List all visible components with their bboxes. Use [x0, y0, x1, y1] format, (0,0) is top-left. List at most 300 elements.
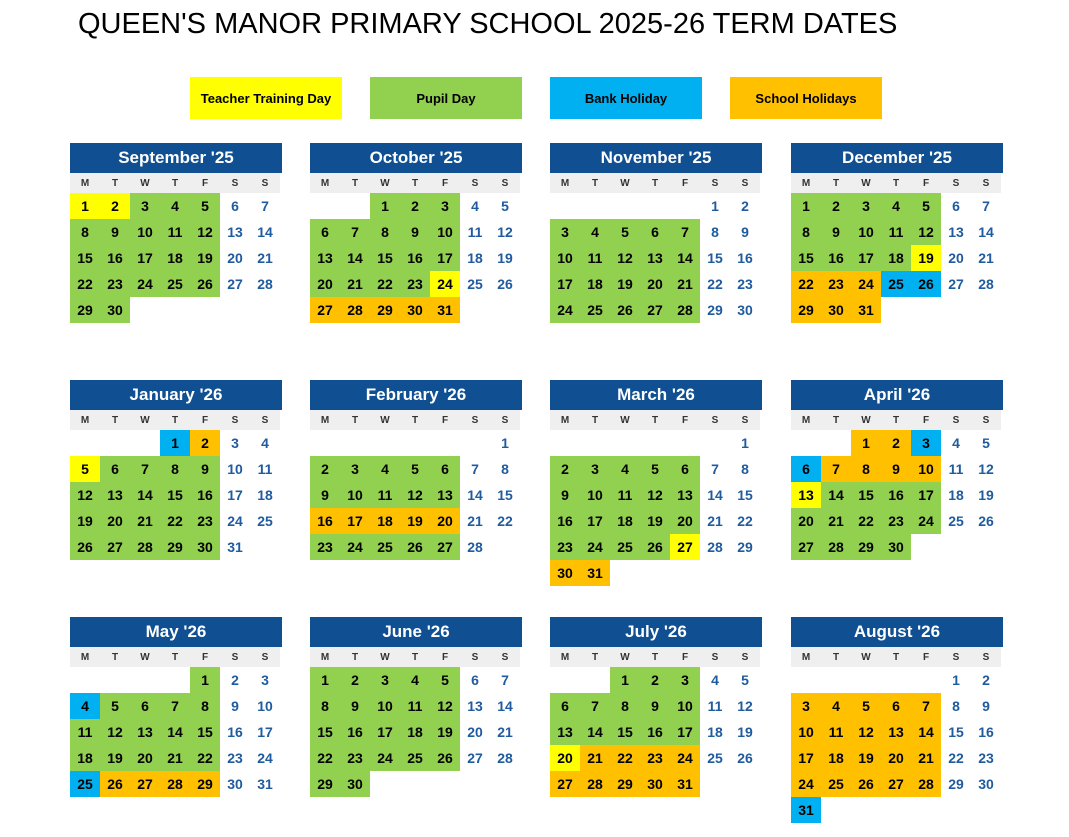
- day-cell: 22: [610, 745, 640, 771]
- legend-teacher-training-day: [190, 77, 342, 119]
- day-cell: 25: [610, 534, 640, 560]
- day-cell: 19: [430, 719, 460, 745]
- day-cell: 15: [160, 482, 190, 508]
- weekday-label: W: [140, 177, 150, 189]
- day-cell: 25: [881, 271, 911, 297]
- day-cell: 27: [100, 534, 130, 560]
- month-header: March '26: [550, 380, 762, 410]
- day-cell: 16: [550, 508, 580, 534]
- weekday-label: T: [351, 414, 359, 426]
- weekday-label: S: [261, 651, 269, 663]
- day-cell: 8: [952, 698, 960, 714]
- day-cell: 6: [952, 198, 960, 214]
- empty-cell: [130, 667, 160, 693]
- day-cell: 3: [340, 456, 370, 482]
- day-cell: 25: [467, 276, 483, 292]
- day-cell: 26: [100, 771, 130, 797]
- day-cell: 7: [982, 198, 990, 214]
- day-cell: 25: [948, 513, 964, 529]
- day-cell: 3: [261, 672, 269, 688]
- day-cell: 4: [610, 456, 640, 482]
- weekday-label: F: [201, 414, 209, 426]
- weekday-label: T: [591, 651, 599, 663]
- day-cell: 9: [982, 698, 990, 714]
- day-cell: 22: [497, 513, 513, 529]
- day-cell: 14: [707, 487, 723, 503]
- day-cell: 23: [640, 745, 670, 771]
- day-cell: 2: [310, 456, 340, 482]
- empty-cell: [670, 430, 700, 456]
- empty-cell: [310, 193, 340, 219]
- empty-cell: [640, 430, 670, 456]
- empty-cell: [340, 430, 370, 456]
- day-cell: 23: [340, 745, 370, 771]
- day-cell: 8: [190, 693, 220, 719]
- day-cell: 10: [430, 219, 460, 245]
- empty-cell: [881, 667, 911, 693]
- day-cell: 31: [670, 771, 700, 797]
- legend-label: Pupil Day: [416, 90, 476, 106]
- day-cell: 7: [711, 461, 719, 477]
- day-cell: 25: [160, 271, 190, 297]
- empty-cell: [911, 667, 941, 693]
- day-cell: 23: [821, 271, 851, 297]
- day-cell: 13: [467, 698, 483, 714]
- day-cell: 13: [670, 482, 700, 508]
- day-cell: 2: [100, 193, 130, 219]
- day-cell: 14: [497, 698, 513, 714]
- day-cell: 4: [580, 219, 610, 245]
- day-cell: 8: [310, 693, 340, 719]
- day-cell: 24: [257, 750, 273, 766]
- day-cell: 13: [640, 245, 670, 271]
- day-cell: 5: [911, 193, 941, 219]
- day-cell: 19: [497, 250, 513, 266]
- day-cell: 9: [340, 693, 370, 719]
- day-cell: 17: [370, 719, 400, 745]
- day-cell: 5: [430, 667, 460, 693]
- weekday-label: F: [681, 177, 689, 189]
- day-cell: 19: [100, 745, 130, 771]
- empty-cell: [851, 667, 881, 693]
- day-cell: 21: [257, 250, 273, 266]
- day-cell: 24: [340, 534, 370, 560]
- weekday-row: [550, 173, 760, 193]
- day-cell: 2: [550, 456, 580, 482]
- day-cell: 29: [737, 539, 753, 555]
- day-cell: 24: [911, 508, 941, 534]
- day-cell: 13: [310, 245, 340, 271]
- weekday-label: F: [922, 414, 930, 426]
- weekday-label: S: [231, 414, 239, 426]
- day-cell: 29: [370, 297, 400, 323]
- month-calendar: [310, 617, 522, 797]
- weekday-label: W: [620, 177, 630, 189]
- day-cell: 27: [310, 297, 340, 323]
- day-cell: 23: [881, 508, 911, 534]
- day-cell: 6: [310, 219, 340, 245]
- weekday-label: S: [471, 414, 479, 426]
- day-cell: 4: [711, 672, 719, 688]
- day-cell: 11: [400, 693, 430, 719]
- day-cell: 19: [70, 508, 100, 534]
- weekday-row: [70, 410, 280, 430]
- month-calendar: [550, 617, 762, 797]
- day-cell: 16: [100, 245, 130, 271]
- weekday-label: S: [711, 177, 719, 189]
- weekday-label: T: [351, 177, 359, 189]
- day-cell: 3: [791, 693, 821, 719]
- day-cell: 11: [881, 219, 911, 245]
- weekday-label: W: [620, 414, 630, 426]
- day-cell: 15: [310, 719, 340, 745]
- day-cell: 24: [430, 271, 460, 297]
- weekday-label: T: [411, 651, 419, 663]
- day-cell: 13: [550, 719, 580, 745]
- day-cell: 28: [160, 771, 190, 797]
- day-cell: 28: [497, 750, 513, 766]
- day-cell: 10: [370, 693, 400, 719]
- day-cell: 6: [791, 456, 821, 482]
- day-cell: 23: [190, 508, 220, 534]
- weekday-label: F: [922, 651, 930, 663]
- legend-bank-holiday: [550, 77, 702, 119]
- day-cell: 1: [791, 193, 821, 219]
- day-cell: 4: [881, 193, 911, 219]
- day-cell: 28: [257, 276, 273, 292]
- day-cell: 12: [851, 719, 881, 745]
- weekday-row: [310, 647, 520, 667]
- day-cell: 20: [310, 271, 340, 297]
- day-cell: 27: [881, 771, 911, 797]
- weekday-label: M: [801, 651, 811, 663]
- weekday-row: [310, 173, 520, 193]
- day-cell: 16: [640, 719, 670, 745]
- weekday-label: W: [140, 651, 150, 663]
- day-cell: 21: [580, 745, 610, 771]
- day-cell: 20: [227, 250, 243, 266]
- day-cell: 5: [851, 693, 881, 719]
- day-cell: 2: [881, 430, 911, 456]
- empty-cell: [821, 430, 851, 456]
- weekday-label: T: [832, 177, 840, 189]
- day-cell: 27: [948, 276, 964, 292]
- day-cell: 31: [227, 539, 243, 555]
- day-cell: 24: [670, 745, 700, 771]
- day-cell: 28: [911, 771, 941, 797]
- day-cell: 31: [791, 797, 821, 823]
- day-cell: 14: [467, 487, 483, 503]
- day-cell: 9: [640, 693, 670, 719]
- month-header: October '25: [310, 143, 522, 173]
- day-cell: 29: [851, 534, 881, 560]
- day-cell: 13: [881, 719, 911, 745]
- day-cell: 3: [580, 456, 610, 482]
- day-cell: 25: [257, 513, 273, 529]
- day-grid: [70, 193, 280, 323]
- day-cell: 8: [160, 456, 190, 482]
- day-cell: 27: [791, 534, 821, 560]
- day-cell: 12: [978, 461, 994, 477]
- empty-cell: [640, 193, 670, 219]
- day-cell: 27: [227, 276, 243, 292]
- empty-cell: [100, 667, 130, 693]
- day-cell: 20: [791, 508, 821, 534]
- weekday-label: S: [471, 651, 479, 663]
- weekday-label: S: [501, 177, 509, 189]
- day-cell: 6: [881, 693, 911, 719]
- day-cell: 14: [911, 719, 941, 745]
- day-cell: 2: [231, 672, 239, 688]
- weekday-row: [791, 647, 1001, 667]
- day-cell: 20: [670, 508, 700, 534]
- weekday-label: W: [620, 651, 630, 663]
- day-cell: 14: [257, 224, 273, 240]
- day-cell: 18: [881, 245, 911, 271]
- day-cell: 19: [610, 271, 640, 297]
- day-cell: 22: [791, 271, 821, 297]
- weekday-label: T: [351, 651, 359, 663]
- day-cell: 11: [257, 461, 273, 477]
- day-cell: 22: [70, 271, 100, 297]
- day-cell: 12: [497, 224, 513, 240]
- day-cell: 5: [190, 193, 220, 219]
- day-cell: 30: [821, 297, 851, 323]
- day-cell: 29: [310, 771, 340, 797]
- day-grid: [70, 430, 280, 560]
- day-cell: 26: [430, 745, 460, 771]
- day-cell: 31: [851, 297, 881, 323]
- day-cell: 13: [100, 482, 130, 508]
- day-cell: 2: [821, 193, 851, 219]
- day-cell: 3: [911, 430, 941, 456]
- weekday-label: T: [411, 177, 419, 189]
- day-cell: 19: [737, 724, 753, 740]
- day-cell: 4: [400, 667, 430, 693]
- day-cell: 21: [130, 508, 160, 534]
- day-cell: 6: [640, 219, 670, 245]
- day-cell: 21: [467, 513, 483, 529]
- month-header: September '25: [70, 143, 282, 173]
- day-cell: 6: [550, 693, 580, 719]
- weekday-label: F: [201, 651, 209, 663]
- page-title: QUEEN'S MANOR PRIMARY SCHOOL 2025-26 TERM DATES: [78, 8, 898, 40]
- weekday-label: S: [471, 177, 479, 189]
- day-cell: 3: [670, 667, 700, 693]
- month-header: August '26: [791, 617, 1003, 647]
- day-cell: 18: [707, 724, 723, 740]
- day-cell: 29: [948, 776, 964, 792]
- day-cell: 22: [310, 745, 340, 771]
- weekday-label: S: [982, 414, 990, 426]
- day-cell: 20: [100, 508, 130, 534]
- day-grid: [310, 430, 520, 560]
- day-cell: 24: [130, 271, 160, 297]
- day-cell: 5: [400, 456, 430, 482]
- day-cell: 30: [550, 560, 580, 586]
- day-cell: 23: [310, 534, 340, 560]
- day-cell: 30: [340, 771, 370, 797]
- day-cell: 12: [190, 219, 220, 245]
- day-cell: 28: [340, 297, 370, 323]
- weekday-label: M: [801, 177, 811, 189]
- day-cell: 26: [497, 276, 513, 292]
- day-cell: 26: [640, 534, 670, 560]
- day-cell: 13: [430, 482, 460, 508]
- weekday-label: F: [681, 651, 689, 663]
- day-cell: 18: [257, 487, 273, 503]
- day-cell: 1: [741, 435, 749, 451]
- day-cell: 16: [400, 245, 430, 271]
- day-cell: 25: [370, 534, 400, 560]
- weekday-label: W: [861, 651, 871, 663]
- empty-cell: [400, 430, 430, 456]
- day-cell: 5: [70, 456, 100, 482]
- weekday-row: [791, 173, 1001, 193]
- month-calendar: [791, 380, 1003, 560]
- day-cell: 13: [791, 482, 821, 508]
- day-cell: 1: [70, 193, 100, 219]
- day-cell: 30: [640, 771, 670, 797]
- month-header: June '26: [310, 617, 522, 647]
- day-cell: 22: [737, 513, 753, 529]
- day-cell: 16: [190, 482, 220, 508]
- day-cell: 28: [130, 534, 160, 560]
- day-cell: 11: [948, 461, 964, 477]
- day-cell: 19: [851, 745, 881, 771]
- weekday-label: T: [111, 651, 119, 663]
- day-cell: 27: [430, 534, 460, 560]
- day-cell: 14: [670, 245, 700, 271]
- day-cell: 7: [580, 693, 610, 719]
- day-cell: 26: [400, 534, 430, 560]
- day-cell: 3: [851, 193, 881, 219]
- day-cell: 10: [227, 461, 243, 477]
- day-cell: 4: [821, 693, 851, 719]
- weekday-label: S: [741, 651, 749, 663]
- weekday-label: M: [801, 414, 811, 426]
- day-cell: 11: [70, 719, 100, 745]
- day-cell: 22: [707, 276, 723, 292]
- day-cell: 6: [670, 456, 700, 482]
- weekday-label: T: [111, 414, 119, 426]
- weekday-label: T: [651, 177, 659, 189]
- day-cell: 21: [160, 745, 190, 771]
- month-calendar: [310, 143, 522, 323]
- day-cell: 31: [580, 560, 610, 586]
- month-header: January '26: [70, 380, 282, 410]
- day-cell: 2: [340, 667, 370, 693]
- day-cell: 7: [501, 672, 509, 688]
- day-cell: 1: [370, 193, 400, 219]
- day-cell: 31: [257, 776, 273, 792]
- day-cell: 1: [952, 672, 960, 688]
- empty-cell: [430, 430, 460, 456]
- weekday-label: W: [380, 414, 390, 426]
- day-cell: 6: [100, 456, 130, 482]
- weekday-label: W: [861, 177, 871, 189]
- weekday-label: S: [231, 177, 239, 189]
- empty-cell: [610, 193, 640, 219]
- day-cell: 30: [100, 297, 130, 323]
- empty-cell: [460, 430, 490, 456]
- day-cell: 25: [821, 771, 851, 797]
- month-calendar: [310, 380, 522, 560]
- weekday-label: M: [80, 651, 90, 663]
- day-cell: 3: [231, 435, 239, 451]
- day-cell: 23: [550, 534, 580, 560]
- weekday-label: S: [741, 177, 749, 189]
- day-cell: 9: [190, 456, 220, 482]
- day-cell: 14: [130, 482, 160, 508]
- day-cell: 2: [190, 430, 220, 456]
- day-cell: 20: [430, 508, 460, 534]
- day-cell: 16: [310, 508, 340, 534]
- weekday-label: S: [711, 414, 719, 426]
- day-cell: 21: [497, 724, 513, 740]
- empty-cell: [100, 430, 130, 456]
- day-cell: 29: [707, 302, 723, 318]
- day-grid: [310, 667, 520, 797]
- day-cell: 18: [948, 487, 964, 503]
- day-cell: 23: [737, 276, 753, 292]
- day-cell: 12: [100, 719, 130, 745]
- day-cell: 15: [497, 487, 513, 503]
- legend-label: Bank Holiday: [584, 90, 668, 106]
- day-cell: 20: [550, 745, 580, 771]
- empty-cell: [340, 193, 370, 219]
- day-grid: [550, 667, 760, 797]
- day-cell: 1: [711, 198, 719, 214]
- day-cell: 5: [982, 435, 990, 451]
- day-cell: 11: [707, 698, 723, 714]
- weekday-label: M: [560, 414, 570, 426]
- day-cell: 26: [911, 271, 941, 297]
- day-cell: 22: [190, 745, 220, 771]
- day-cell: 21: [340, 271, 370, 297]
- day-cell: 18: [160, 245, 190, 271]
- day-cell: 23: [227, 750, 243, 766]
- day-cell: 17: [340, 508, 370, 534]
- month-header: July '26: [550, 617, 762, 647]
- weekday-label: T: [111, 177, 119, 189]
- day-cell: 11: [610, 482, 640, 508]
- month-calendar: [70, 617, 282, 797]
- day-cell: 5: [640, 456, 670, 482]
- weekday-label: S: [741, 414, 749, 426]
- weekday-label: T: [411, 414, 419, 426]
- day-cell: 23: [100, 271, 130, 297]
- day-cell: 14: [821, 482, 851, 508]
- day-cell: 24: [580, 534, 610, 560]
- day-cell: 18: [610, 508, 640, 534]
- day-cell: 24: [791, 771, 821, 797]
- day-cell: 7: [471, 461, 479, 477]
- day-cell: 23: [978, 750, 994, 766]
- empty-cell: [70, 667, 100, 693]
- weekday-label: S: [261, 414, 269, 426]
- empty-cell: [821, 667, 851, 693]
- day-cell: 27: [670, 534, 700, 560]
- day-cell: 13: [130, 719, 160, 745]
- month-calendar: [70, 380, 282, 560]
- weekday-label: F: [681, 414, 689, 426]
- weekday-label: S: [952, 177, 960, 189]
- weekday-label: T: [171, 414, 179, 426]
- month-calendar: [791, 617, 1003, 823]
- day-cell: 8: [791, 219, 821, 245]
- empty-cell: [550, 667, 580, 693]
